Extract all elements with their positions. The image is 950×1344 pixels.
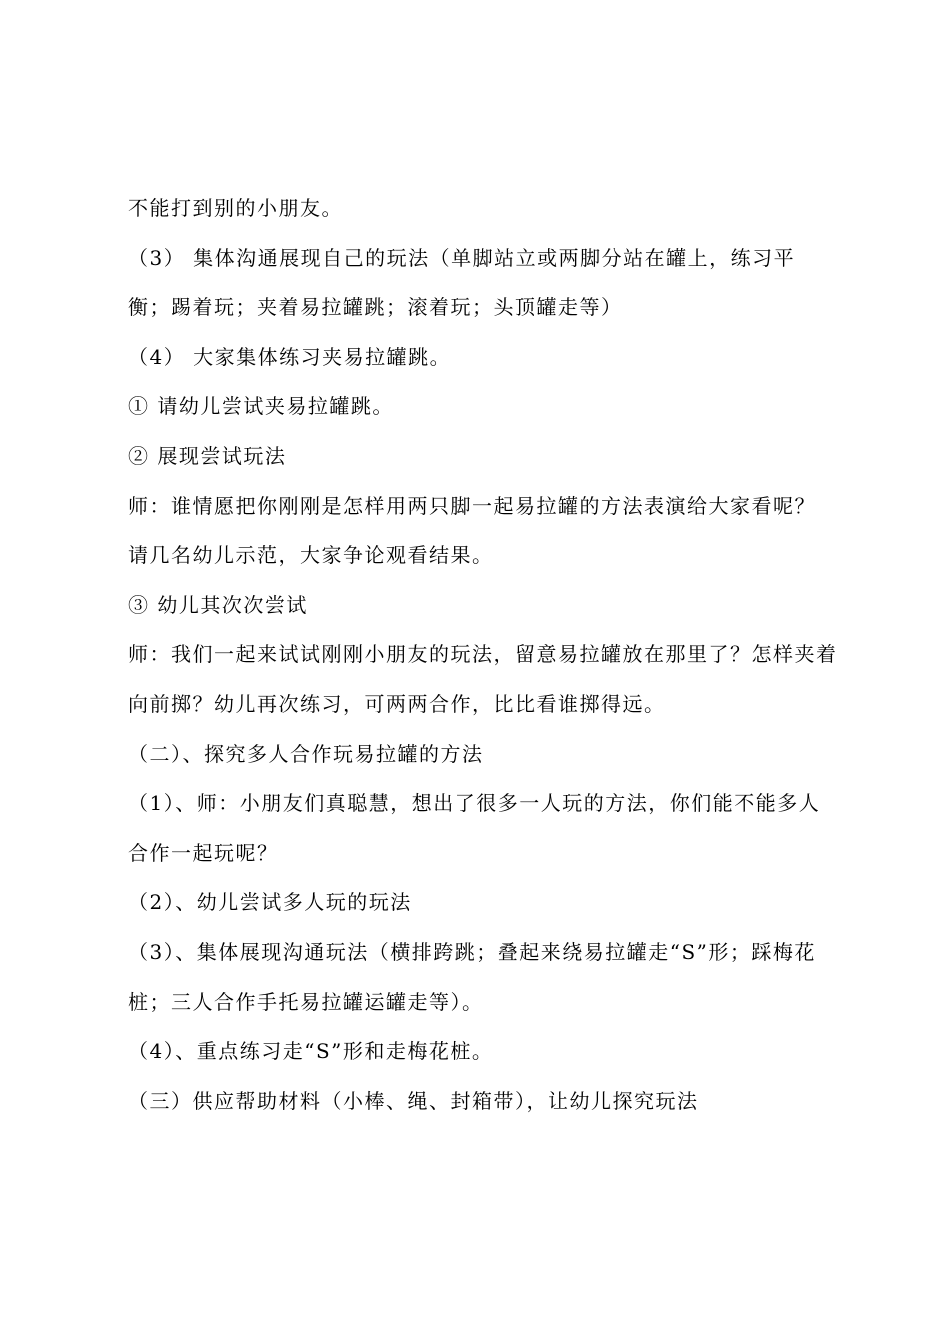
paragraph: （2）、幼儿尝试多人玩的玩法 bbox=[128, 890, 412, 915]
paragraph: （4）、重点练习走“S”形和走梅花桩。 bbox=[128, 1039, 494, 1064]
paragraph: （二）、探究多人合作玩易拉罐的方法 bbox=[128, 741, 484, 766]
paragraph: 师：我们一起来试试刚刚小朋友的玩法，留意易拉罐放在那里了？怎样夹着向前掷？幼儿再次练习，可两两合作，比比看谁掷得远。 bbox=[128, 642, 838, 716]
paragraph: ③ 幼儿其次次尝试 bbox=[128, 592, 308, 617]
paragraph: ② 展现尝试玩法 bbox=[128, 443, 287, 468]
paragraph: 师：谁情愿把你刚刚是怎样用两只脚一起易拉罐的方法表演给大家看呢？ bbox=[128, 493, 816, 518]
paragraph: （三）供应帮助材料（小棒、绳、封箱带），让幼儿探究玩法 bbox=[128, 1088, 699, 1113]
paragraph: （3） 集体沟通展现自己的玩法（单脚站立或两脚分站在罐上，练习平衡；踢着玩；夹着易拉罐跳；滚着玩；头顶罐走等） bbox=[128, 245, 796, 320]
document-body bbox=[128, 184, 838, 1126]
paragraph: 请几名幼儿示范，大家争论观看结果。 bbox=[128, 543, 494, 568]
paragraph: （4） 大家集体练习夹易拉罐跳。 bbox=[128, 344, 452, 369]
paragraph: 不能打到别的小朋友。 bbox=[128, 196, 343, 220]
paragraph: ① 请幼儿尝试夹易拉罐跳。 bbox=[128, 394, 394, 419]
paragraph: （1）、师：小朋友们真聪慧，想出了很多一人玩的方法，你们能不能多人合作一起玩呢？ bbox=[128, 791, 821, 865]
paragraph: （3）、集体展现沟通玩法（横排跨跳；叠起来绕易拉罐走“S”形；踩梅花桩；三人合作手托易拉罐运罐走等）。 bbox=[128, 939, 816, 1014]
